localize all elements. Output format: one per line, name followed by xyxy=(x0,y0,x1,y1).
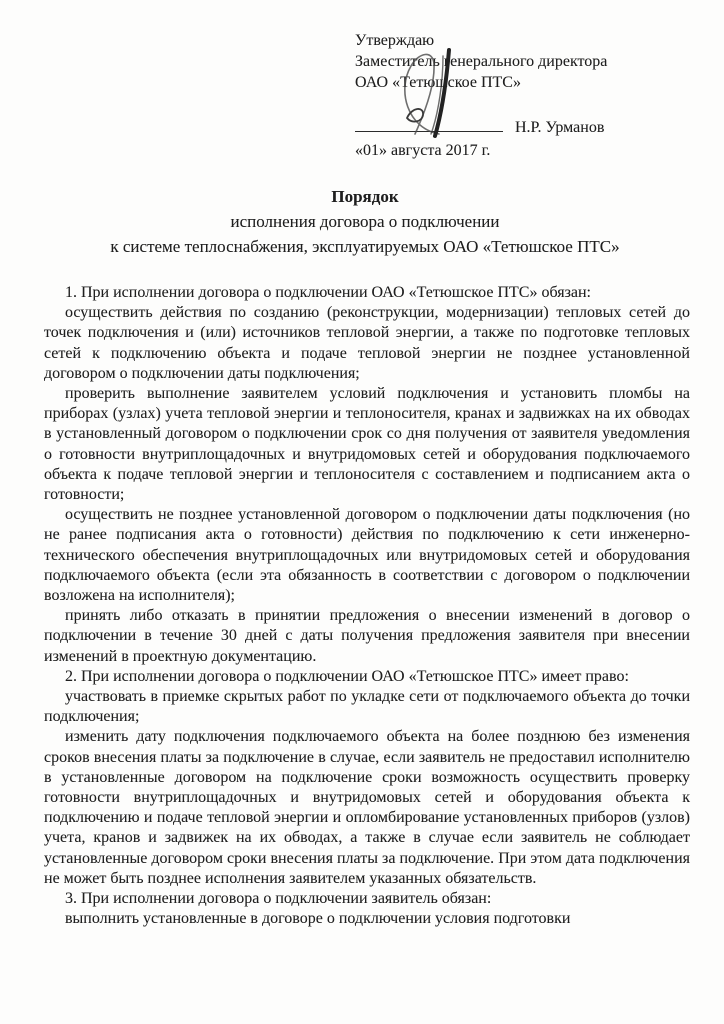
body-paragraph: принять либо отказать в принятии предложения о внесении изменений в договор о подключении в течение 30 дней с даты получения предложения заявителя при внесении изменений в проектную документацию. xyxy=(44,607,690,665)
title-line-1: Порядок xyxy=(331,187,399,206)
body-paragraph: проверить выполнение заявителем условий подключения и установить пломбы на приборах (узлах) учета тепловой энергии и теплоносителя, кранах и задвижках на их обводах в установленный договором о подключении срок со дня получения от заявителя уведомления о готовности внутриплощадочных и внутридомовых сетей и оборудования подключаемого объекта к подаче тепловой энергии и теплоносителя с составлением и подписанием акта о готовности; xyxy=(44,385,690,504)
body-paragraph: осуществить не позднее установленной договором о подключении даты подключения (но не ранее подписания акта о готовности) действия по подключению к сети инженерно-технического обеспечения внутриплощадочных или внутридомовых сетей и оборудования подключаемого объекта (если эта обязанность в соответствии с договором о подключении возложена на исполнителя); xyxy=(44,506,690,605)
signature-underline xyxy=(355,117,503,132)
approval-position: Заместитель генерального директора xyxy=(355,53,608,70)
body-paragraph: изменить дату подключения подключаемого объекта на более позднюю без изменения сроков внесения платы за подключение в случае, если заявитель не предоставил исполнителю в установленные договором на подключение сроки возможность осуществить проверку готовности внутриплощадочных и внутридомовых сетей и оборудования объекта к подключению и подаче тепловой энергии и опломбирование установленных приборов (узлов) учета, кранов и задвижек на их обводах, а также в случае если заявитель не соблюдает установленные договором сроки внесения платы за подключение. При этом дата подключения не может быть позднее исполнения заявителем указанных обязательств. xyxy=(44,728,690,887)
approval-date: «01» августа 2017 г. xyxy=(355,142,491,159)
approval-block xyxy=(355,30,685,161)
document-title xyxy=(40,184,690,259)
body-paragraph: 2. При исполнении договора о подключении ОАО «Тетюшское ПТС» имеет право: xyxy=(65,667,629,685)
body-paragraph: участвовать в приемке скрытых работ по укладке сети от подключаемого объекта до точки подключения; xyxy=(44,688,690,726)
document-body xyxy=(44,283,690,930)
signatory-name: Н.Р. Урманов xyxy=(515,119,605,136)
body-paragraph: выполнить установленные в договоре о подключении условия подготовки xyxy=(65,910,571,928)
approval-company: ОАО «Тетюшское ПТС» xyxy=(355,74,521,91)
body-paragraph: 3. При исполнении договора о подключении заявитель обязан: xyxy=(65,890,492,908)
title-line-3: к системе теплоснабжения, эксплуатируемых ОАО «Тетюшское ПТС» xyxy=(110,237,620,256)
body-paragraph: 1. При исполнении договора о подключении ОАО «Тетюшское ПТС» обязан: xyxy=(65,284,591,301)
body-paragraph: осуществить действия по созданию (реконструкции, модернизации) тепловых сетей до точек подключения и (или) источников тепловой энергии, а также по подготовке тепловых сетей к подключению объекта и подаче тепловой энергии не позднее установленной договором о подключении даты подключения; xyxy=(44,304,690,382)
approval-stamp-word: Утверждаю xyxy=(355,32,435,49)
title-line-2: исполнения договора о подключении xyxy=(230,212,500,231)
signature-row xyxy=(355,117,685,138)
